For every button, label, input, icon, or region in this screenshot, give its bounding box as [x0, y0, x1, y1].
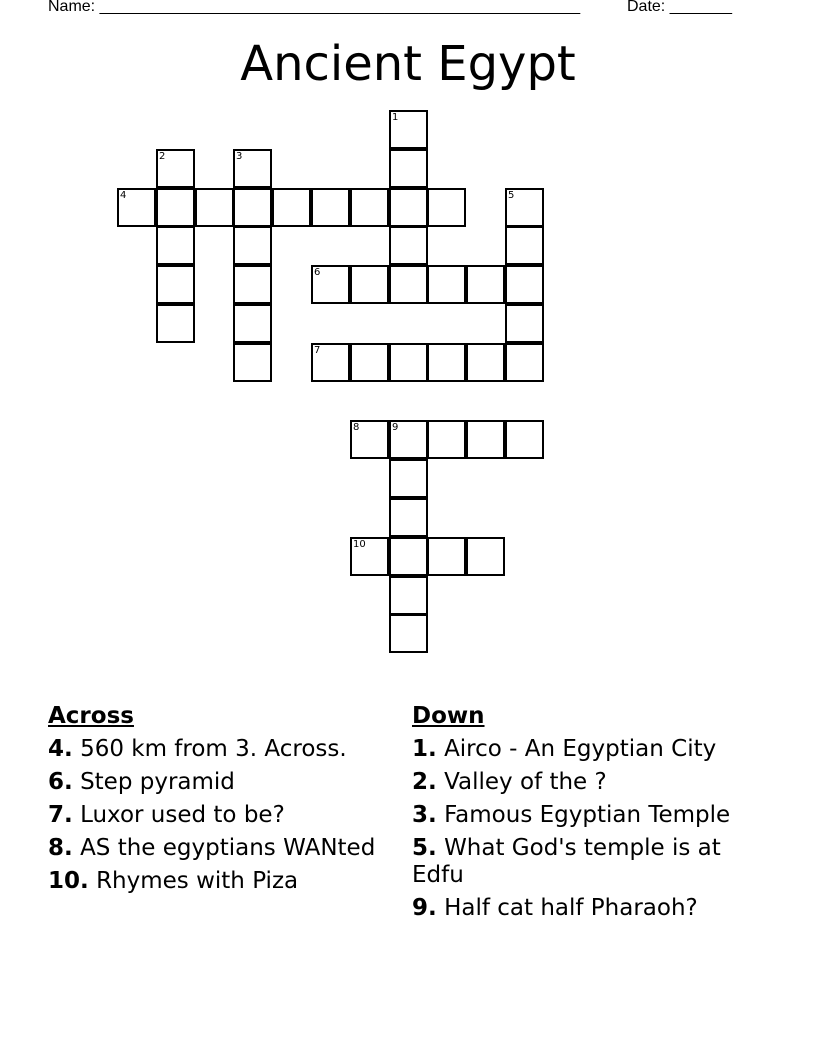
across-clues — [48, 703, 378, 901]
cell-number: 2 — [159, 151, 166, 162]
clue-text: What God's temple is at Edfu — [412, 835, 721, 888]
clue-number: 2. — [412, 769, 437, 795]
date-field[interactable]: Date: _______ — [627, 0, 732, 15]
grid-cell[interactable] — [389, 265, 428, 304]
grid-cell[interactable] — [466, 343, 505, 382]
grid-cell[interactable] — [505, 420, 544, 459]
grid-cell[interactable] — [505, 304, 544, 343]
across-clue — [48, 769, 378, 796]
grid-cell[interactable] — [311, 343, 350, 382]
grid-cell[interactable] — [117, 188, 156, 227]
across-clue — [48, 802, 378, 829]
clue-number: 4. — [48, 736, 73, 762]
down-clue — [412, 895, 752, 922]
across-clue — [48, 868, 378, 895]
grid-cell[interactable] — [505, 188, 544, 227]
grid-cell[interactable] — [233, 265, 272, 304]
grid-cell[interactable] — [505, 265, 544, 304]
grid-cell[interactable] — [466, 537, 505, 576]
grid-cell[interactable] — [195, 188, 234, 227]
clue-text: 560 km from 3. Across. — [80, 736, 347, 762]
grid-cell[interactable] — [233, 226, 272, 265]
cell-number: 3 — [236, 151, 243, 162]
clue-number: 7. — [48, 802, 73, 828]
across-heading: Across — [48, 703, 134, 729]
clue-number: 1. — [412, 736, 437, 762]
grid-cell[interactable] — [389, 459, 428, 498]
cell-number: 10 — [353, 539, 366, 550]
clue-number: 10. — [48, 868, 89, 894]
grid-cell[interactable] — [156, 265, 195, 304]
clue-text: Valley of the ? — [444, 769, 607, 795]
grid-cell[interactable] — [389, 343, 428, 382]
grid-cell[interactable] — [389, 420, 428, 459]
name-field[interactable]: Name: ______________________________________________________ — [48, 0, 581, 15]
clue-text: Airco - An Egyptian City — [444, 736, 717, 762]
grid-cell[interactable] — [427, 188, 466, 227]
grid-cell[interactable] — [156, 226, 195, 265]
grid-cell[interactable] — [427, 420, 466, 459]
grid-cell[interactable] — [505, 226, 544, 265]
clue-number: 8. — [48, 835, 73, 861]
cell-number: 6 — [314, 267, 321, 278]
grid-cell[interactable] — [427, 265, 466, 304]
grid-cell[interactable] — [389, 576, 428, 615]
clue-text: Famous Egyptian Temple — [444, 802, 731, 828]
clue-number: 9. — [412, 895, 437, 921]
grid-cell[interactable] — [156, 188, 195, 227]
grid-cell[interactable] — [389, 226, 428, 265]
clue-text: AS the egyptians WANted — [80, 835, 376, 861]
grid-cell[interactable] — [427, 343, 466, 382]
grid-cell[interactable] — [389, 614, 428, 653]
clue-number: 6. — [48, 769, 73, 795]
grid-cell[interactable] — [233, 149, 272, 188]
grid-cell[interactable] — [389, 188, 428, 227]
down-clue — [412, 835, 752, 889]
across-clue — [48, 736, 378, 763]
cell-number: 4 — [120, 190, 127, 201]
puzzle-title: Ancient Egypt — [240, 36, 576, 92]
grid-cell[interactable] — [350, 188, 389, 227]
grid-cell[interactable] — [156, 304, 195, 343]
grid-cell[interactable] — [389, 537, 428, 576]
grid-cell[interactable] — [466, 265, 505, 304]
cell-number: 5 — [508, 190, 515, 201]
cell-number: 9 — [392, 422, 399, 433]
grid-cell[interactable] — [389, 110, 428, 149]
clue-text: Half cat half Pharaoh? — [444, 895, 698, 921]
down-clue — [412, 736, 752, 763]
grid-cell[interactable] — [233, 343, 272, 382]
grid-cell[interactable] — [350, 537, 389, 576]
grid-cell[interactable] — [427, 537, 466, 576]
grid-cell[interactable] — [350, 420, 389, 459]
cell-number: 8 — [353, 422, 360, 433]
clue-text: Rhymes with Piza — [96, 868, 299, 894]
across-clue — [48, 835, 378, 862]
grid-cell[interactable] — [389, 149, 428, 188]
grid-cell[interactable] — [233, 188, 272, 227]
clue-number: 5. — [412, 835, 437, 861]
grid-cell[interactable] — [311, 188, 350, 227]
clue-number: 3. — [412, 802, 437, 828]
grid-cell[interactable] — [272, 188, 311, 227]
grid-cell[interactable] — [156, 149, 195, 188]
cell-number: 1 — [392, 112, 399, 123]
grid-cell[interactable] — [389, 498, 428, 537]
down-clues — [412, 703, 752, 928]
grid-cell[interactable] — [505, 343, 544, 382]
grid-cell[interactable] — [466, 420, 505, 459]
clue-text: Luxor used to be? — [80, 802, 285, 828]
down-clue — [412, 769, 752, 796]
grid-cell[interactable] — [311, 265, 350, 304]
down-clue — [412, 802, 752, 829]
cell-number: 7 — [314, 345, 321, 356]
down-heading: Down — [412, 703, 485, 729]
grid-cell[interactable] — [350, 265, 389, 304]
grid-cell[interactable] — [233, 304, 272, 343]
clue-text: Step pyramid — [80, 769, 235, 795]
grid-cell[interactable] — [350, 343, 389, 382]
